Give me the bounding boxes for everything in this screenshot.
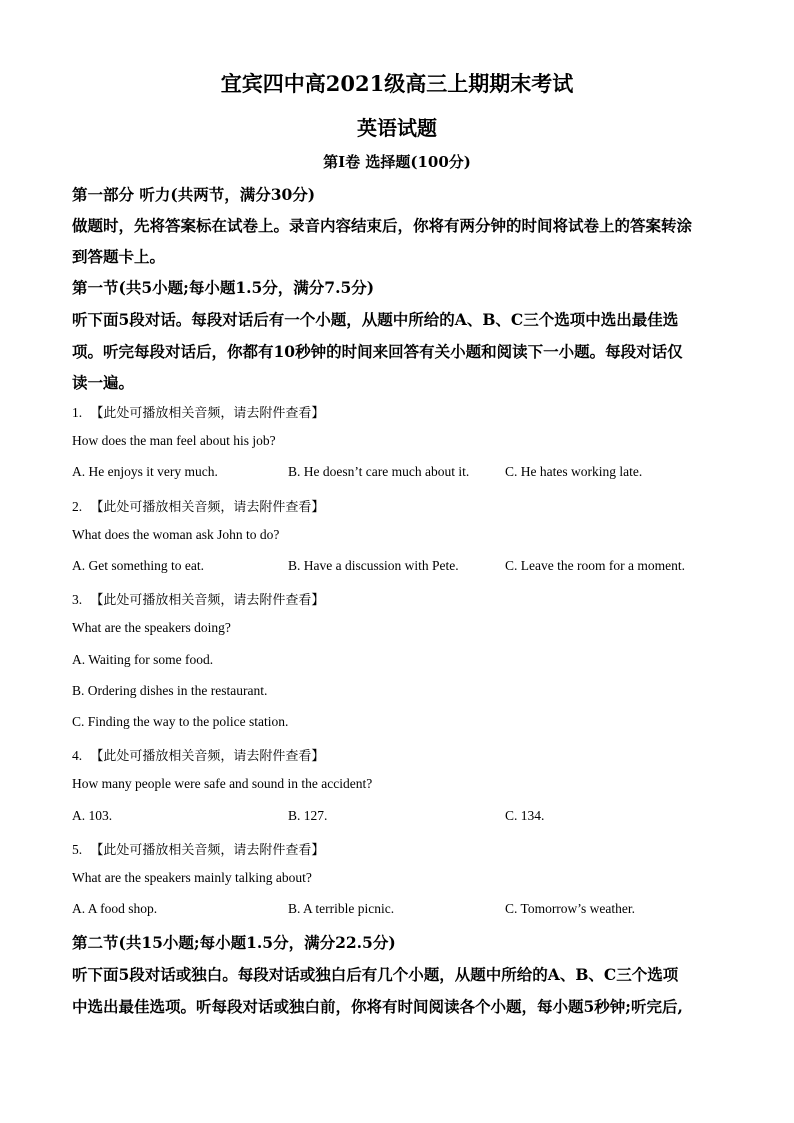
section1-intro-line2: 项。听完每段对话后，你都有10秒钟的时间来回答有关小题和阅读下一小题。每段对话仅 <box>72 342 683 361</box>
option-c: C. Tomorrow’s weather. <box>505 901 636 916</box>
option-a: A. Get something to eat. <box>72 558 204 573</box>
volume-title: 第I卷 选择题(100分) <box>323 153 471 171</box>
audio-placeholder: 【此处可播放相关音频，请去附件查看】 <box>90 843 325 858</box>
part1-heading: 第一部分 听力(共两节，满分30分) <box>72 185 316 204</box>
option-a: A. 103. <box>72 808 113 823</box>
option-b: B. Have a discussion with Pete. <box>288 558 459 573</box>
option-b: B. He doesn’t care much about it. <box>288 464 470 479</box>
audio-placeholder: 【此处可播放相关音频，请去附件查看】 <box>90 593 325 608</box>
section1-intro-line3: 读一遍。 <box>72 373 135 392</box>
question-stem: How many people were safe and sound in the accident? <box>72 776 373 791</box>
question-number: 3. <box>72 592 83 607</box>
option-a: A. He enjoys it very much. <box>72 464 218 479</box>
option-b: B. 127. <box>288 808 328 823</box>
option-a: A. Waiting for some food. <box>72 652 214 667</box>
audio-placeholder: 【此处可播放相关音频，请去附件查看】 <box>90 406 325 421</box>
exam-title: 宜宾四中高2021级高三上期期末考试 <box>220 71 574 96</box>
part1-intro-line2: 到答题卡上。 <box>72 247 166 266</box>
question-stem: What does the woman ask John to do? <box>72 527 280 542</box>
question-audio-line <box>72 839 324 858</box>
option-c: C. He hates working late. <box>505 464 643 479</box>
audio-placeholder: 【此处可播放相关音频，请去附件查看】 <box>90 500 325 515</box>
option-b: B. Ordering dishes in the restaurant. <box>72 683 268 698</box>
option-a: A. A food shop. <box>72 901 158 916</box>
option-c: C. Leave the room for a moment. <box>505 558 685 573</box>
question-audio-line <box>72 496 324 515</box>
question-number: 1. <box>72 405 83 420</box>
question-audio-line <box>72 745 324 764</box>
question-stem: How does the man feel about his job? <box>72 433 276 448</box>
section2-intro-line1: 听下面5段对话或独白。每段对话或独白后有几个小题，从题中所给的A、B、C三个选项 <box>72 965 679 984</box>
section2-heading: 第二节(共15小题;每小题1.5分，满分22.5分) <box>72 933 396 952</box>
question-number: 4. <box>72 748 83 763</box>
subject-title: 英语试题 <box>357 116 437 140</box>
section1-heading: 第一节(共5小题;每小题1.5分，满分7.5分) <box>72 278 375 297</box>
question-audio-line <box>72 402 324 421</box>
option-c: C. Finding the way to the police station. <box>72 714 289 729</box>
question-stem: What are the speakers mainly talking about? <box>72 870 312 885</box>
audio-placeholder: 【此处可播放相关音频，请去附件查看】 <box>90 749 325 764</box>
question-number: 5. <box>72 842 83 857</box>
question-audio-line <box>72 589 324 608</box>
section1-intro-line1: 听下面5段对话。每段对话后有一个小题，从题中所给的A、B、C三个选项中选出最佳选 <box>72 310 679 329</box>
option-c: C. 134. <box>505 808 545 823</box>
question-stem: What are the speakers doing? <box>72 620 231 635</box>
question-number: 2. <box>72 499 83 514</box>
part1-intro-line1: 做题时，先将答案标在试卷上。录音内容结束后，你将有两分钟的时间将试卷上的答案转涂 <box>72 216 693 235</box>
option-b: B. A terrible picnic. <box>288 901 395 916</box>
section2-intro-line2: 中选出最佳选项。听每段对话或独白前，你将有时间阅读各个小题，每小题5秒钟;听完后, <box>72 997 683 1016</box>
